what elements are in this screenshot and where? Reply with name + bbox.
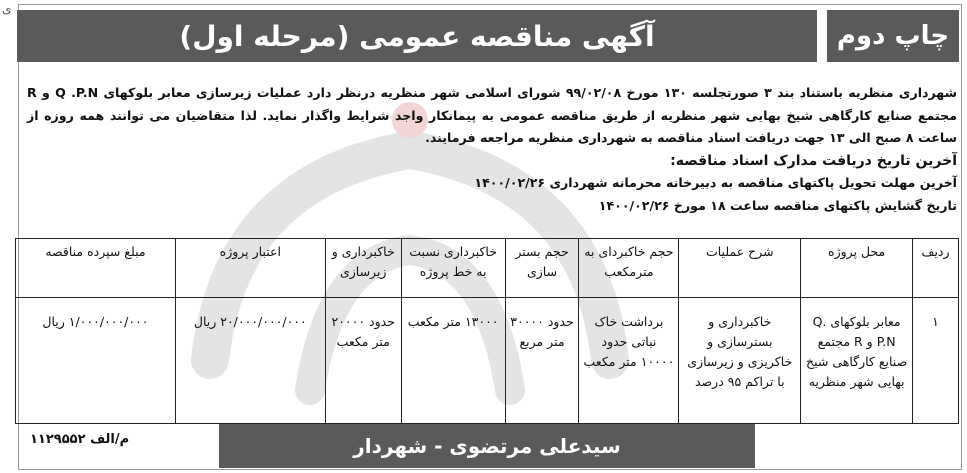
- header-cell: حجم خاکبردای به مترمکعب: [579, 239, 679, 298]
- header-cell: خاکبرداری و زیرسازی: [325, 239, 401, 298]
- table-cell: ۱: [913, 298, 959, 424]
- notice-body: [27, 82, 957, 217]
- header-cell: خاکبرداری نسبت به خط پروژه: [401, 239, 505, 298]
- opening-date: تاریخ گشایش پاکتهای مناقصه ساعت ۱۸ مورخ ۱۴۰۰/۰۲/۲۶: [598, 197, 957, 213]
- table-cell: ۱/۰۰۰/۰۰۰/۰۰۰ ریال: [16, 298, 176, 424]
- notice-paragraph: شهرداری منظریه باستناد بند ۳ صورتجلسه ۱۳۰ مورخ ۹۹/۰۲/۰۸ شورای اسلامی شهر منظریه درنظر دارد عملیات زیرسازی معابر بلوکهای Q .P.N و R مجتمع صنایع کارگاهی شیخ بهایی شهر منظریه از طریق مناقصه عمومی به پیمانکار واجد شرایط واگذار نماید. لذا متقاضیان می توانند همه روزه از ساعت ۸ صبح الی ۱۳ جهت دریافت اسناد مناقصه به شهرداری منظریه مراجعه فرمایند.: [27, 85, 958, 145]
- table-row: [16, 298, 959, 424]
- table-header-row: [16, 239, 959, 298]
- corner-mark: ی: [2, 2, 12, 16]
- table-cell: ۲۰/۰۰۰/۰۰۰/۰۰۰ ریال: [175, 298, 325, 424]
- table-cell: ۱۳۰۰۰ متر مکعب: [401, 298, 505, 424]
- table-cell: حدود ۲۰۰۰۰ متر مکعب: [325, 298, 401, 424]
- header-cell: حجم بستر سازی: [505, 239, 579, 298]
- deadline-heading: آخرین تاریخ دریافت مدارک اسناد مناقصه:: [670, 152, 957, 169]
- table-cell: حدود ۳۰۰۰۰ متر مربع: [505, 298, 579, 424]
- reference-number: م/الف ۱۱۲۹۵۵۲: [30, 432, 130, 447]
- table-cell: معابر بلوکهای Q. P.N و R مجتمع صنایع کارگاهی شیخ بهایی شهر منظریه: [801, 298, 913, 424]
- table-cell: خاکبرداری و بسترسازی و خاکریزی و زیرسازی با تراکم ۹۵ درصد: [679, 298, 801, 424]
- header-cell: مبلغ سپرده مناقصه: [16, 239, 176, 298]
- header-cell: اعتبار پروژه: [175, 239, 325, 298]
- header-cell: شرح عملیات: [679, 239, 801, 298]
- table-cell: برداشت خاک نباتی حدود ۱۰۰۰۰ متر مکعب: [579, 298, 679, 424]
- notice-title: آگهی مناقصه عمومی (مرحله اول): [17, 10, 817, 62]
- submission-deadline: آخرین مهلت تحویل پاکتهای مناقصه به دبیرخانه محرمانه شهرداری ۱۴۰۰/۰۲/۲۶: [474, 175, 957, 190]
- signature-bar: سیدعلی مرتضوی - شهردار: [219, 424, 755, 468]
- header-cell: محل پروژه: [801, 239, 913, 298]
- edition-badge: چاپ دوم: [827, 10, 959, 62]
- tender-table: [15, 238, 959, 424]
- header-cell: ردیف: [913, 239, 959, 298]
